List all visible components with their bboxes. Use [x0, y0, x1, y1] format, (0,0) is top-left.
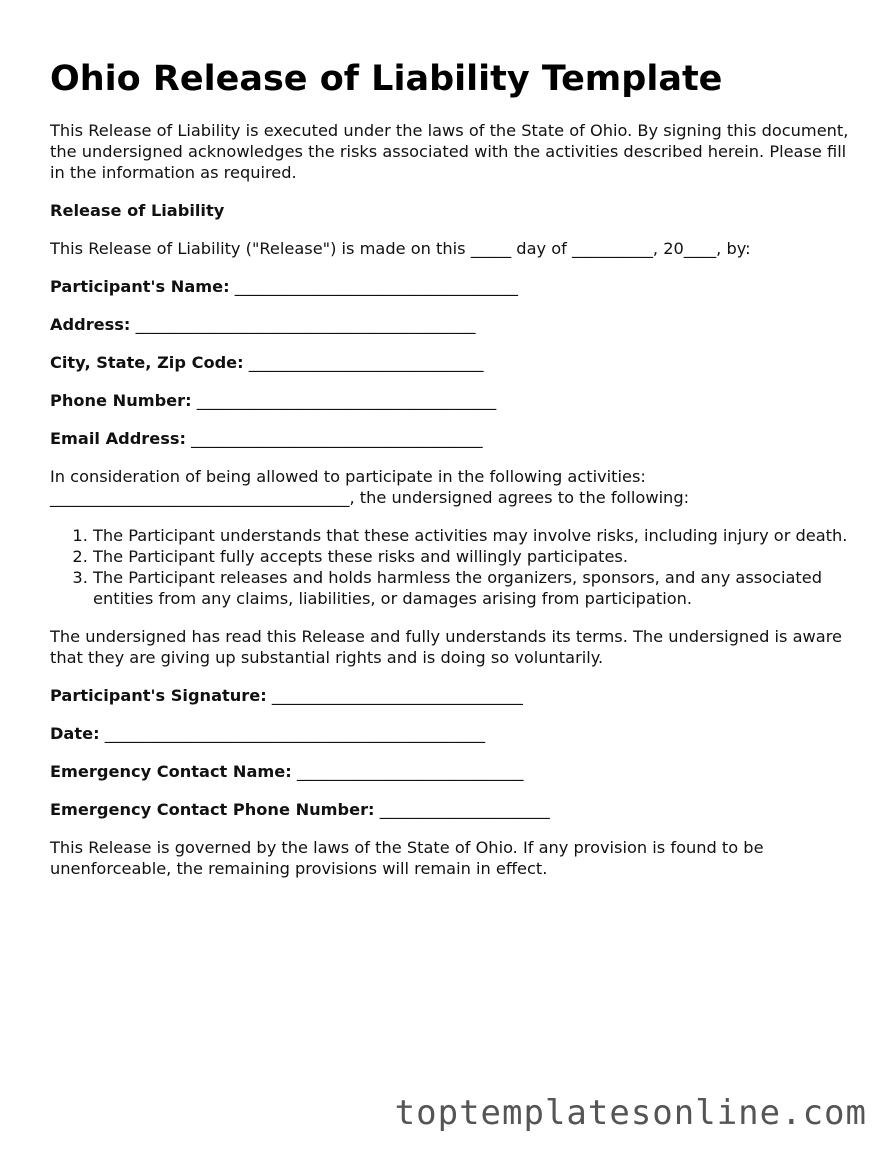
- made-on-line: This Release of Liability ("Release") is made on this _____ day of __________, 20____, by:: [50, 239, 751, 258]
- field-blank: ____________________________: [296, 762, 524, 781]
- field-label: Phone Number:: [50, 391, 192, 410]
- consideration-paragraph: In consideration of being allowed to participate in the following activities: _____________________________________, the undersigned agrees to the following:: [50, 467, 690, 507]
- participant-signature-field: [50, 685, 850, 706]
- field-label: Emergency Contact Name:: [50, 762, 292, 781]
- terms-list: [50, 525, 850, 609]
- field-label: Participant's Name:: [50, 277, 230, 296]
- watermark: toptemplatesonline.com: [394, 1093, 867, 1133]
- emergency-contact-name-field: [50, 761, 850, 782]
- field-blank: _____________________________________: [196, 391, 497, 410]
- section-heading: Release of Liability: [50, 201, 225, 220]
- field-label: Address:: [50, 315, 131, 334]
- list-item: 2. The Participant fully accepts these risks and willingly participates.: [93, 546, 850, 567]
- phone-number-field: [50, 390, 850, 411]
- participant-name-field: [50, 276, 850, 297]
- field-label: Email Address:: [50, 429, 186, 448]
- field-label: Participant's Signature:: [50, 686, 267, 705]
- field-blank: _____________________________: [248, 353, 484, 372]
- email-address-field: [50, 428, 850, 449]
- city-state-zip-field: [50, 352, 850, 373]
- acknowledgment-paragraph: The undersigned has read this Release and fully understands its terms. The undersigned is aware that they are giving up substantial rights and is doing so voluntarily.: [50, 627, 842, 667]
- field-label: City, State, Zip Code:: [50, 353, 244, 372]
- field-blank: ____________________________________: [191, 429, 483, 448]
- field-blank: _____________________: [379, 800, 550, 819]
- list-item: 1. The Participant understands that these activities may involve risks, including injury or death.: [93, 525, 850, 546]
- field-blank: __________________________________________: [135, 315, 476, 334]
- document-title: Ohio Release of Liability Template: [50, 59, 723, 99]
- field-blank: _______________________________________________: [104, 724, 486, 743]
- field-label: Date:: [50, 724, 100, 743]
- document-page: [50, 58, 850, 896]
- date-field: [50, 723, 850, 744]
- list-item: 3. The Participant releases and holds harmless the organizers, sponsors, and any associated entities from any claims, liabilities, or damages arising from participation.: [93, 567, 850, 609]
- field-blank: ___________________________________: [234, 277, 518, 296]
- emergency-contact-phone-field: [50, 799, 850, 820]
- field-label: Emergency Contact Phone Number:: [50, 800, 375, 819]
- field-blank: _______________________________: [271, 686, 523, 705]
- governing-law-paragraph: This Release is governed by the laws of the State of Ohio. If any provision is found to be unenforceable, the remaining provisions will remain in effect.: [50, 838, 764, 878]
- address-field: [50, 314, 850, 335]
- intro-paragraph: This Release of Liability is executed under the laws of the State of Ohio. By signing this document, the undersigned acknowledges the risks associated with the activities described herein. Please fill in the information as required.: [50, 121, 849, 182]
